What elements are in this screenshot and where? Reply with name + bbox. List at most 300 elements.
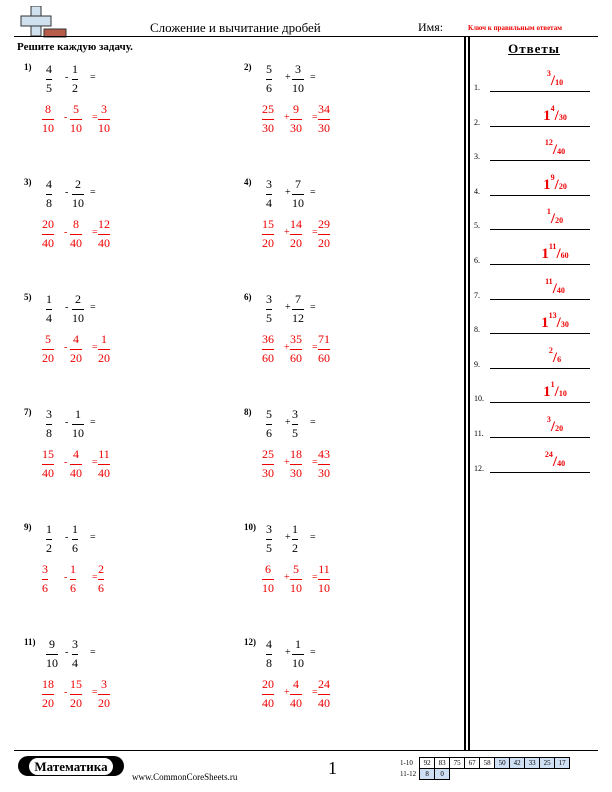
score-cell: 75 [450, 758, 465, 769]
fraction-denominator: 20 [318, 236, 330, 250]
answer-value [520, 311, 590, 332]
score-cell: 92 [420, 758, 435, 769]
problem-number: 2) [244, 62, 252, 72]
answer-numerator: 3 [546, 415, 551, 424]
fraction-denominator: 20 [98, 696, 110, 710]
fraction-bar [318, 694, 330, 695]
answer-row [474, 64, 600, 94]
fraction-bar [292, 309, 304, 310]
fraction-denominator: 8 [266, 656, 272, 670]
score-cell: 83 [435, 758, 450, 769]
site-url: www.CommonCoreSheets.ru [132, 772, 238, 782]
fraction [72, 62, 78, 96]
fraction-bar [70, 234, 82, 235]
fraction-bar [292, 194, 304, 195]
score-cell: 17 [555, 758, 570, 769]
answer-row [474, 202, 600, 232]
fraction-numerator: 29 [318, 217, 330, 231]
fraction-bar [262, 579, 274, 580]
fraction [46, 637, 58, 671]
fraction-numerator: 4 [46, 62, 52, 76]
fraction-numerator: 1 [70, 562, 76, 576]
problem [244, 177, 424, 267]
fraction-denominator: 6 [266, 426, 272, 440]
operator: - [65, 302, 69, 313]
fraction-denominator: 10 [292, 196, 304, 210]
fraction-denominator: 20 [42, 696, 54, 710]
fraction [292, 522, 298, 556]
answer-slash: / [556, 246, 561, 262]
footer-rule [14, 750, 598, 751]
fraction [262, 677, 274, 711]
fraction [98, 217, 110, 251]
answer-value [520, 380, 590, 401]
fraction-denominator: 10 [72, 426, 84, 440]
fraction-denominator: 5 [266, 541, 272, 555]
fraction [46, 177, 52, 211]
operator: - [64, 687, 68, 698]
answer-line [490, 472, 590, 473]
fraction-denominator: 5 [292, 426, 298, 440]
fraction-denominator: 30 [318, 121, 330, 135]
fraction-numerator: 36 [262, 332, 274, 346]
fraction-numerator: 12 [98, 217, 110, 231]
answer-row [474, 99, 600, 129]
subject-badge [18, 756, 124, 776]
answer-line [490, 437, 590, 438]
problem [24, 407, 204, 497]
fraction [72, 522, 78, 556]
operator: = [90, 187, 96, 198]
answers-heading: Ответы [508, 41, 560, 56]
fraction-numerator: 5 [266, 62, 272, 76]
fraction-denominator: 40 [42, 236, 54, 250]
fraction-numerator: 3 [101, 677, 107, 691]
answer-row [474, 445, 600, 475]
fraction-denominator: 10 [42, 121, 54, 135]
fraction-denominator: 10 [70, 121, 82, 135]
fraction-numerator: 7 [295, 177, 301, 191]
answer-slash: / [552, 453, 558, 470]
operator: + [284, 457, 290, 468]
fraction-denominator: 10 [292, 656, 304, 670]
fraction-bar [46, 309, 52, 310]
fraction-numerator: 5 [266, 407, 272, 421]
problem-number: 12) [244, 637, 256, 647]
fraction-denominator: 4 [46, 311, 52, 325]
fraction-bar [72, 654, 78, 655]
problem [244, 522, 424, 612]
fraction-denominator: 4 [266, 196, 272, 210]
fraction-numerator: 24 [318, 677, 330, 691]
fraction-numerator: 1 [46, 522, 52, 536]
fraction [292, 62, 304, 96]
fraction-bar [72, 539, 78, 540]
operator: + [285, 72, 291, 83]
fraction-bar [42, 234, 54, 235]
fraction-numerator: 1 [75, 407, 81, 421]
fraction-numerator: 3 [266, 292, 272, 306]
fraction-bar [42, 349, 54, 350]
score-cell: 50 [495, 758, 510, 769]
fraction-numerator: 11 [318, 562, 330, 576]
fraction [42, 562, 48, 596]
fraction-denominator: 2 [72, 81, 78, 95]
fraction-denominator: 2 [46, 541, 52, 555]
fraction-bar [290, 349, 302, 350]
fraction-bar [318, 349, 330, 350]
operator: + [284, 572, 290, 583]
score-cell: 8 [420, 769, 435, 780]
operator: = [90, 647, 96, 658]
answer-line [490, 264, 590, 265]
fraction-denominator: 40 [318, 696, 330, 710]
operator: + [285, 417, 291, 428]
fraction-numerator: 1 [72, 62, 78, 76]
answer-numerator: 2 [548, 345, 553, 355]
answer-slash: / [554, 107, 559, 124]
problem-number: 8) [244, 407, 252, 417]
fraction [46, 407, 52, 441]
score-row-label: 1-10 [400, 759, 413, 767]
fraction-numerator: 6 [265, 562, 271, 576]
fraction-denominator: 6 [42, 581, 48, 595]
answer-line [490, 195, 590, 196]
answer-denominator: 6 [557, 354, 562, 364]
fraction [290, 677, 302, 711]
fraction-bar [98, 234, 110, 235]
answer-number: 10. [474, 394, 484, 404]
fraction-denominator: 8 [46, 196, 52, 210]
fraction-bar [292, 654, 304, 655]
answer-numerator: 4 [550, 103, 555, 113]
fraction [266, 637, 272, 671]
fraction-denominator: 30 [318, 466, 330, 480]
answer-row [474, 306, 600, 336]
fraction [266, 407, 272, 441]
answer-denominator: 40 [556, 285, 565, 295]
problem-number: 3) [24, 177, 32, 187]
fraction [290, 332, 302, 366]
instructions: Решите каждую задачу. [17, 41, 133, 53]
score-row [398, 758, 570, 769]
fraction-bar [46, 654, 58, 655]
fraction-bar [70, 349, 82, 350]
operator: - [64, 457, 68, 468]
fraction [70, 562, 76, 596]
operator: = [92, 687, 98, 698]
fraction-numerator: 8 [73, 217, 79, 231]
operator: - [65, 72, 69, 83]
fraction-numerator: 5 [73, 102, 79, 116]
fraction [290, 102, 302, 136]
fraction-numerator: 9 [293, 102, 299, 116]
answer-row [474, 375, 600, 405]
answer-number: 7. [474, 290, 480, 300]
fraction-denominator: 2 [292, 541, 298, 555]
fraction-bar [266, 424, 272, 425]
score-table [398, 757, 570, 780]
fraction-bar [262, 119, 274, 120]
fraction-denominator: 20 [42, 351, 54, 365]
fraction-numerator: 15 [70, 677, 82, 691]
problem [244, 637, 424, 727]
fraction-numerator: 4 [46, 177, 52, 191]
answer-numerator: 13 [548, 311, 557, 321]
fraction [290, 217, 302, 251]
answer-row [474, 410, 600, 440]
fraction [42, 102, 54, 136]
fraction [70, 447, 82, 481]
fraction-bar [290, 464, 302, 465]
fraction-bar [292, 79, 304, 80]
operator: = [92, 342, 98, 353]
operator: = [310, 532, 316, 543]
fraction-numerator: 3 [46, 407, 52, 421]
fraction-bar [292, 424, 298, 425]
fraction-bar [292, 539, 298, 540]
fraction-numerator: 8 [45, 102, 51, 116]
fraction-denominator: 10 [290, 581, 302, 595]
score-cell: 58 [480, 758, 495, 769]
fraction-denominator: 5 [266, 311, 272, 325]
operator: = [310, 187, 316, 198]
problem-number: 5) [24, 292, 32, 302]
fraction-bar [262, 349, 274, 350]
fraction-numerator: 9 [49, 637, 55, 651]
fraction-denominator: 10 [262, 581, 274, 595]
fraction [266, 292, 272, 326]
fraction [318, 102, 330, 136]
answer-value [520, 415, 590, 436]
answer-numerator: 11 [548, 242, 557, 251]
fraction-numerator: 1 [101, 332, 107, 346]
fraction-numerator: 4 [266, 637, 272, 651]
answer-slash: / [552, 349, 558, 366]
answer-denominator: 20 [555, 424, 564, 433]
fraction-numerator: 5 [45, 332, 51, 346]
fraction-bar [318, 119, 330, 120]
fraction-denominator: 40 [70, 236, 82, 250]
fraction-numerator: 5 [293, 562, 299, 576]
operator: = [310, 647, 316, 658]
answer-line [490, 368, 590, 369]
operator: = [92, 227, 98, 238]
fraction [290, 447, 302, 481]
problem [24, 522, 204, 612]
operator: = [310, 417, 316, 428]
fraction-bar [98, 119, 110, 120]
fraction-bar [262, 464, 274, 465]
operator: - [65, 417, 69, 428]
fraction-denominator: 10 [46, 656, 58, 670]
fraction-denominator: 40 [98, 236, 110, 250]
fraction-numerator: 20 [262, 677, 274, 691]
operator: + [284, 112, 290, 123]
fraction [292, 637, 304, 671]
answer-number: 1. [474, 83, 480, 92]
answer-denominator: 20 [555, 216, 564, 226]
answer-numerator: 1 [550, 380, 555, 390]
fraction [46, 522, 52, 556]
problem-number: 6) [244, 292, 252, 302]
fraction-numerator: 4 [73, 332, 79, 346]
answer-row [474, 133, 600, 163]
fraction-numerator: 18 [42, 677, 54, 691]
fraction-denominator: 5 [46, 81, 52, 95]
fraction-bar [42, 119, 54, 120]
fraction-bar [42, 464, 54, 465]
operator: = [310, 302, 316, 313]
fraction-bar [266, 309, 272, 310]
problem [244, 407, 424, 497]
fraction [266, 177, 272, 211]
plus-minus-logo-icon [18, 6, 68, 40]
answer-number: 9. [474, 359, 480, 369]
answer-slash: / [554, 176, 559, 193]
operator: - [64, 572, 68, 583]
fraction [72, 407, 84, 441]
score-cell: 25 [540, 758, 555, 769]
fraction-numerator: 3 [42, 562, 48, 576]
problem-number: 4) [244, 177, 252, 187]
answer-slash: / [552, 280, 557, 297]
fraction [98, 332, 110, 366]
answer-value [520, 104, 590, 125]
operator: = [312, 687, 318, 698]
fraction-numerator: 1 [292, 522, 298, 536]
answer-numerator: 1 [546, 207, 551, 217]
answer-number: 12. [474, 463, 484, 473]
fraction [46, 292, 52, 326]
fraction-bar [318, 579, 330, 580]
fraction-bar [42, 694, 54, 695]
answer-number: 6. [474, 256, 480, 265]
fraction-bar [70, 464, 82, 465]
fraction-bar [98, 579, 104, 580]
fraction-bar [262, 234, 274, 235]
fraction [46, 62, 52, 96]
fraction-numerator: 20 [42, 217, 54, 231]
fraction [72, 177, 84, 211]
fraction-denominator: 30 [290, 466, 302, 480]
answer-denominator: 60 [560, 251, 569, 260]
fraction-bar [290, 694, 302, 695]
fraction [98, 677, 110, 711]
operator: + [285, 302, 291, 313]
problem [24, 177, 204, 267]
fraction [70, 217, 82, 251]
fraction-bar [98, 349, 110, 350]
fraction [98, 447, 110, 481]
fraction-denominator: 6 [98, 581, 104, 595]
answer-key-label: Ключ к правильным ответам [468, 24, 562, 32]
fraction-numerator: 3 [295, 62, 301, 76]
answer-value [520, 242, 590, 263]
fraction [290, 562, 302, 596]
answer-line [490, 160, 590, 161]
fraction-denominator: 4 [72, 656, 78, 670]
answer-denominator: 30 [560, 320, 569, 330]
answer-line [490, 229, 590, 230]
fraction [42, 677, 54, 711]
answer-line [490, 126, 590, 127]
problem-number: 10) [244, 522, 256, 532]
fraction [72, 292, 84, 326]
fraction-numerator: 2 [75, 292, 81, 306]
fraction-denominator: 60 [318, 351, 330, 365]
fraction-numerator: 11 [98, 447, 110, 461]
answer-value [520, 173, 590, 194]
answer-whole: 1 [543, 176, 551, 193]
answer-denominator: 40 [557, 147, 566, 157]
answer-number: 11. [474, 429, 484, 438]
score-cell: 33 [525, 758, 540, 769]
fraction-numerator: 35 [290, 332, 302, 346]
fraction [318, 677, 330, 711]
answer-row [474, 237, 600, 267]
fraction-bar [290, 119, 302, 120]
page-number: 1 [328, 758, 337, 778]
fraction-denominator: 20 [70, 351, 82, 365]
fraction-denominator: 6 [70, 581, 76, 595]
fraction [262, 102, 274, 136]
problem [24, 62, 204, 152]
fraction [318, 562, 330, 596]
fraction-numerator: 18 [290, 447, 302, 461]
fraction-denominator: 40 [290, 696, 302, 710]
operator: = [312, 342, 318, 353]
answer-line [490, 299, 590, 300]
fraction-numerator: 71 [318, 332, 330, 346]
fraction-bar [98, 464, 110, 465]
fraction-denominator: 10 [98, 121, 110, 135]
fraction-bar [70, 119, 82, 120]
fraction-numerator: 2 [75, 177, 81, 191]
operator: = [92, 112, 98, 123]
answer-row [474, 341, 600, 371]
problem [24, 637, 204, 727]
fraction-bar [290, 234, 302, 235]
answer-denominator: 10 [558, 389, 567, 399]
fraction-bar [72, 424, 84, 425]
fraction-denominator: 6 [266, 81, 272, 95]
answer-line [490, 91, 590, 92]
fraction [318, 332, 330, 366]
answer-column-divider [464, 36, 466, 750]
fraction-denominator: 40 [262, 696, 274, 710]
operator: = [312, 572, 318, 583]
operator: = [310, 72, 316, 83]
fraction [292, 177, 304, 211]
fraction-denominator: 10 [72, 311, 84, 325]
operator: + [285, 187, 291, 198]
fraction-numerator: 3 [266, 522, 272, 536]
fraction-denominator: 10 [318, 581, 330, 595]
subject-badge-label: Математика [29, 758, 112, 775]
problem-number: 11) [24, 637, 36, 647]
operator: - [64, 227, 68, 238]
fraction-bar [98, 694, 110, 695]
operator: + [284, 687, 290, 698]
fraction [262, 332, 274, 366]
fraction-denominator: 30 [262, 466, 274, 480]
problem [24, 292, 204, 382]
answer-whole: 1 [543, 107, 551, 124]
fraction-bar [318, 464, 330, 465]
fraction-denominator: 40 [98, 466, 110, 480]
fraction [262, 562, 274, 596]
